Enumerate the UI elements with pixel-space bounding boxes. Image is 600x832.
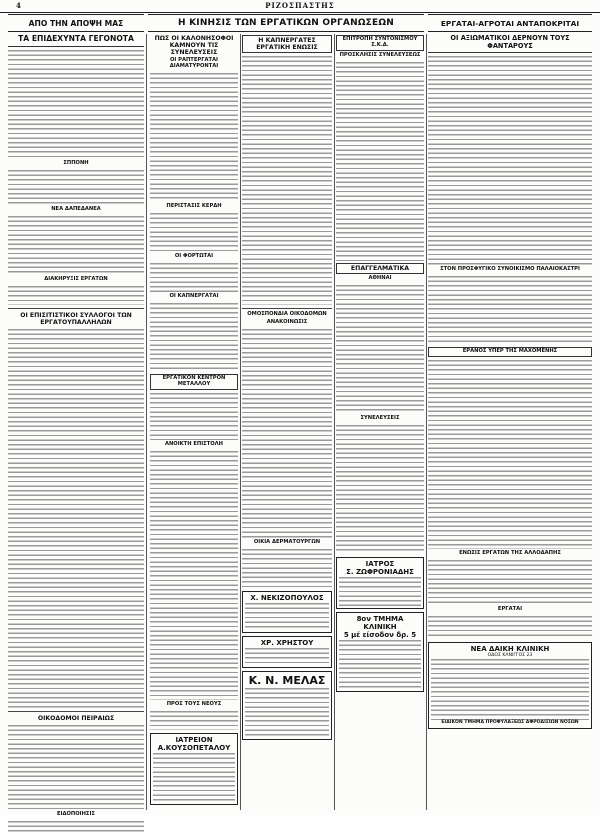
- ad-text: [245, 687, 329, 737]
- ad-entry-fee: 5 μέ είσοδον δρ. 5: [343, 630, 417, 639]
- section-heading: ΔΙΑΚΗΡΥΞΙΣ ΕΡΓΑΤΩΝ: [44, 275, 108, 282]
- section-heading: ΣΤΟΝ ΠΡΟΣΦΥΓΙΚΟ ΣΥΝΟΙΚΙΣΜΟ ΠΑΛΑΙΟΚΑΣΤΡΙ: [440, 266, 580, 273]
- article-title: ΟΙ ΑΞΙΩΜΑΤΙΚΟΙ ΔΕΡΝΟΥΝ ΤΟΥΣ ΦΑΝΤΑΡΟΥΣ: [428, 35, 592, 53]
- column-rule: [240, 34, 241, 810]
- ad-text: [245, 647, 329, 665]
- text-block: [150, 392, 238, 440]
- section-heading: ΑΝΟΙΚΤΗ ΕΠΙΣΤΟΛΗ: [164, 441, 224, 448]
- ad-title: ΙΑΤΡΕΙΟΝ: [175, 736, 213, 745]
- shop-advertisement: [242, 591, 332, 633]
- clinic-advertisement: [428, 642, 592, 729]
- article-title: ΤΑ ΕΠΙΔΕΧΥΝΤΑ ΓΕΓΟΝΟΤΑ: [8, 35, 144, 47]
- section-heading: ΠΡΟΣ ΤΟΥΣ ΝΕΟΥΣ: [166, 701, 222, 708]
- text-block: [428, 359, 592, 549]
- text-block: [8, 328, 144, 708]
- header-from-our-view: ΑΠΟ ΤΗΝ ΑΠΟΨΗ ΜΑΣ: [8, 14, 144, 32]
- section-heading: ΠΡΟΣΚΛΗΣΙΣ ΣΥΝΕΛΕΥΣΕΩΣ: [339, 51, 421, 58]
- ad-title: ΝΕΑ ΔΑΙΚΗ ΚΛΙΝΙΚΗ: [470, 645, 550, 654]
- column-2: [150, 34, 238, 810]
- text-block: [8, 169, 144, 205]
- article-title: ΟΙ ΕΠΙΣΙΤΙΣΤΙΚΟΙ ΣΥΛΛΟΓΟΙ ΤΩΝ ΕΡΓΑΤΟΥΠΑΛΛΗΛΩΝ: [20, 311, 132, 326]
- ad-title: 8ον ΤΜΗΜΑ ΚΛΙΝΙΚΗ: [356, 614, 404, 631]
- ad-title: Κ. Ν. ΜΕΛΑΣ: [248, 674, 326, 688]
- divider: [242, 308, 332, 309]
- ad-address: ΟΔΟΣ ΚΑΝΙΓΓΟΣ 23: [487, 653, 533, 659]
- column-rule: [334, 34, 335, 810]
- section-heading: ΣΠΠΟΝΗ: [63, 159, 89, 166]
- article-title: Η ΚΑΠΝΕΡΓΑΤΕΣ ΕΡΓΑΤΙΚΗ ΕΝΩΣΙΣ: [242, 35, 332, 53]
- ad-name: Χ. ΝΕΚΙΖΟΠΟΥΛΟΣ: [250, 594, 324, 603]
- text-block: [242, 548, 332, 588]
- section-heading: ΕΙΔΟΠΟΙΗΣΙΣ: [57, 811, 95, 817]
- ad-name: Α.ΚΟΥΣΟΠΕΤΑΛΟΥ: [157, 744, 231, 753]
- section-heading: ΟΙ ΚΑΠΝΕΡΓΑΤΑΙ: [169, 293, 219, 300]
- section-heading: ΝΕΑ ΔΑΠΕΔΑΝΕΑ: [51, 205, 101, 212]
- text-block: [336, 284, 424, 414]
- column-1: [8, 34, 144, 817]
- text-block: [150, 262, 238, 292]
- ad-footer: ΕΙΔΙΚΟΝ ΤΜΗΜΑ ΠΡΟΦΥΛΑΞΕΩΣ ΑΦΡΟΔΙΣΙΩΝ ΝΟΣΩΝ: [441, 720, 579, 726]
- paper-name: ΡΙΖΟΣΠΑΣΤΗΣ: [265, 1, 335, 10]
- column-4: [336, 34, 424, 810]
- section-heading: ΕΡΓΑΤΑΙ: [497, 606, 523, 613]
- article-title: ΟΙΚΟΔΟΜΟΙ ΠΕΙΡΑΙΩΣ: [37, 714, 115, 722]
- section-heading: ΟΜΟΣΠΟΝΔΙΑ ΟΙΚΟΔΟΜΩΝ: [247, 311, 327, 318]
- text-block: [428, 55, 592, 265]
- doctor-advertisement: [336, 557, 424, 609]
- section-heading: ΑΝΑΚΟΙΝΩΣΙΣ: [266, 319, 308, 326]
- ad-person: ΧΡ. ΧΡΗΣΤΟΥ: [260, 639, 314, 648]
- text-block: [8, 285, 144, 305]
- clinic-advertisement: [336, 612, 424, 692]
- ad-text: [245, 602, 329, 630]
- text-block: [8, 49, 144, 159]
- header-correspondents: ΕΡΓΑΤΑΙ-ΑΓΡΟΤΑΙ ΑΝΤΑΠΟΚΡΙΤΑΙ: [428, 14, 592, 32]
- text-block: [8, 820, 144, 832]
- text-block: [428, 559, 592, 605]
- clinic-advertisement: [150, 733, 238, 805]
- shoe-advertisement: [242, 671, 332, 740]
- text-block: [150, 450, 238, 700]
- text-block: [242, 328, 332, 538]
- text-block: [336, 424, 424, 554]
- text-block: [150, 212, 238, 252]
- text-block: [150, 302, 238, 372]
- article-title: ΠΩΣ ΟΙ ΚΑΛΟΝΗΣΟΦΟΙ ΚΑΜΝΟΥΝ ΤΙΣ ΣΥΝΕΛΕΥΣΕΙΣ: [154, 35, 234, 57]
- divider: [8, 308, 144, 309]
- column-3: [242, 34, 332, 810]
- text-block: [150, 710, 238, 730]
- masthead: [0, 0, 600, 13]
- section-heading: ΕΡΑΝΟΣ ΥΠΕΡ ΤΗΣ ΜΑΧΟΜΕΝΗΣ: [428, 347, 592, 357]
- ad-title: ΙΑΤΡΟΣ: [365, 559, 395, 568]
- text-block: [428, 615, 592, 639]
- text-block: [150, 72, 238, 202]
- section-heading: ΕΡΓΑΤΙΚΟΝ ΚΕΝΤΡΟΝ ΜΕΤΑΛΛΟΥ: [150, 374, 238, 390]
- column-rule: [146, 34, 147, 810]
- ad-text: [339, 576, 421, 606]
- text-block: [8, 215, 144, 275]
- ad-text: [431, 658, 589, 720]
- section-heading: ΕΠΑΓΓΕΛΜΑΤΙΚΑ: [336, 263, 424, 274]
- section-heading: ΣΥΝΕΛΕΥΣΕΙΣ: [360, 415, 400, 421]
- column-5: [428, 34, 592, 810]
- section-heading: ΟΙ ΦΟΡΤΩΤΑΙ: [174, 253, 214, 260]
- column-rule: [426, 34, 427, 810]
- section-heading: ΕΝΩΣΙΣ ΕΡΓΑΤΩΝ ΤΗΣ ΑΛΛΟΔΑΠΗΣ: [459, 550, 561, 557]
- page-number: 4: [16, 1, 21, 10]
- text-block: [336, 61, 424, 261]
- ad-text: [153, 752, 235, 802]
- ad-name: Σ. ΖΩΦΡΟΝΙΑΔΗΣ: [346, 567, 414, 576]
- section-heading: ΟΙ ΡΑΠΤΕΡΓΑΤΑΙ ΔΙΑΜΑΤΥΡΟΝΤΑΙ: [169, 57, 219, 70]
- header-labor-movement: Η ΚΙΝΗΣΙΣ ΤΩΝ ΕΡΓΑΤΙΚΩΝ ΟΡΓΑΝΩΣΕΩΝ: [148, 14, 424, 32]
- section-heading: ΠΕΡΙΣΤΑΣΙΣ ΚΕΡΔΗ: [166, 203, 222, 210]
- text-block: [428, 275, 592, 345]
- ad-text: [339, 639, 421, 689]
- section-heading: ΟΙΚΙΑ ΔΕΡΜΑΤΟΥΡΓΩΝ: [253, 539, 321, 546]
- article-title: ΕΠΙΤΡΟΠΗ ΣΥΝΤΟΝΙΣΜΟΥ Σ.Κ.Δ.: [336, 35, 424, 51]
- text-block: [8, 724, 144, 810]
- tailor-advertisement: [242, 636, 332, 668]
- divider: [8, 711, 144, 712]
- text-block: [242, 55, 332, 305]
- section-heading: ΑΘΗΝΑΙ: [368, 275, 392, 282]
